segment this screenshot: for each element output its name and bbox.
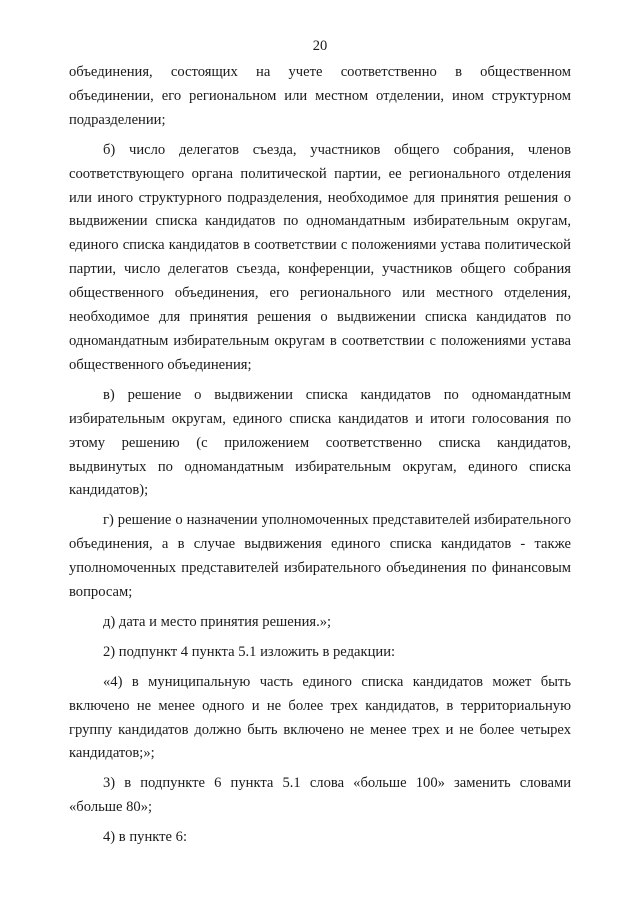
- paragraph-quoted-subitem-4: «4) в муниципальную часть единого списка кандидатов может быть включено не менее одного и не более трех кандидатов, в территориальную группу кандидатов должно быть включено не менее трех и не более четырех кандидатов;»;: [69, 673, 571, 762]
- document-body: [69, 61, 571, 856]
- paragraph-continuation: объединения, состоящих на учете соответственно в общественном объединении, его региональном или местном отделении, ином структурном подразделении;: [69, 64, 571, 128]
- paragraph-amendment-4: 4) в пункте 6:: [103, 829, 188, 846]
- paragraph-item-g: г) решение о назначении уполномоченных представителей избирательного объединения, а в случае выдвижения единого списка кандидатов - также уполномоченных представителей избирательного объединения по финансовым вопросам;: [69, 512, 571, 601]
- paragraph-item-v: в) решение о выдвижении списка кандидатов по одномандатным избирательным округам, единого списка кандидатов и итоги голосования по этому решению (с приложением соответственно списка кандидатов, выдвинутых по одномандатным избирательным округам, единого списка кандидатов);: [69, 386, 571, 499]
- paragraph-item-d: д) дата и место принятия решения.»;: [103, 613, 332, 630]
- page-number: 20: [312, 38, 328, 54]
- paragraph-amendment-2: 2) подпункт 4 пункта 5.1 изложить в редакции:: [103, 643, 396, 660]
- paragraph-amendment-3: 3) в подпункте 6 пункта 5.1 слова «больше 100» заменить словами «больше 80»;: [69, 775, 571, 816]
- paragraph-item-b: б) число делегатов съезда, участников общего собрания, членов соответствующего органа политической партии, ее регионального отделения или иного структурного подразделения, необходимое для принятия решения о выдвижении списка кандидатов по одномандатным избирательным округам, единого списка кандидатов в соответствии с положениями устава политической партии, число делегатов съезда, конференции, участников общего собрания общественного объединения, его регионального или местного отделения, необходимое для принятия решения о выдвижении списка кандидатов по одномандатным избирательным округам в соответствии с положениями устава общественного объединения;: [69, 141, 571, 373]
